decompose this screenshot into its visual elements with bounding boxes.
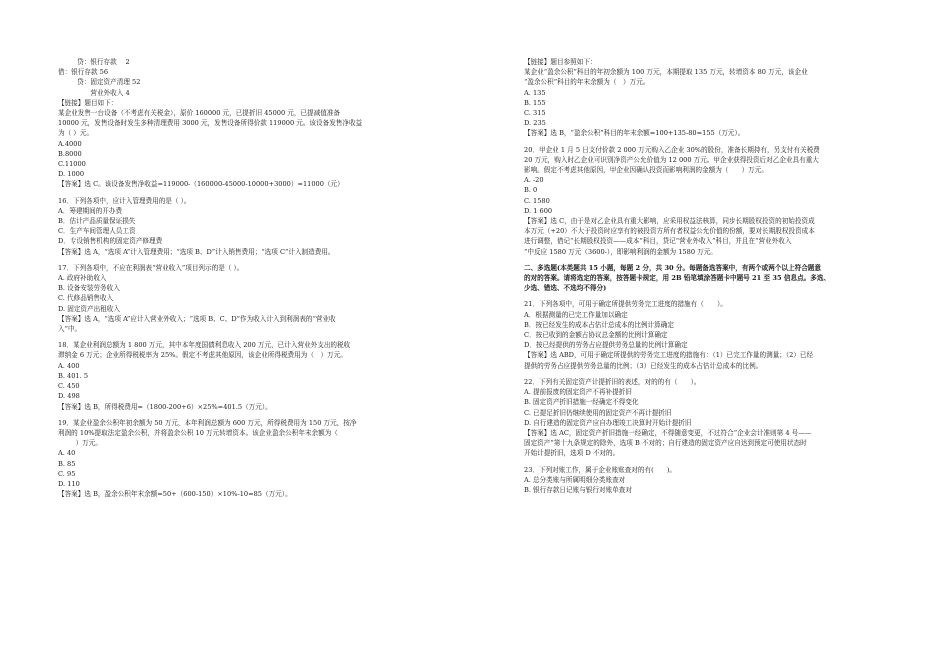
text-line: 本万元（+20）不大于投资时应享有的被投资方所有者权益公允价值的份额，要对长期股权投资成本	[524, 227, 815, 236]
text-line: C. 已提足折旧仍继续使用的固定资产不再计提折旧	[524, 408, 672, 417]
text-line: 少选、错选、不选均不得分)	[524, 284, 607, 293]
text-line: B. 155	[524, 98, 546, 107]
text-line: 进行调整，借记“长期股权投资——成本”科目，贷记“营业外收入”科目，并且在“营业外收入	[524, 237, 792, 246]
text-line: C. 450	[58, 382, 80, 391]
text-line: D．专设销售机构的固定资产修理费	[58, 237, 163, 246]
text-line: 营业外收入 4	[64, 88, 130, 97]
text-line: A. 135	[524, 88, 546, 97]
text-line: B．按已经发生的成本占估计总成本的比例计算确定	[524, 320, 674, 329]
text-line: 入”中。	[58, 325, 82, 334]
text-line: A．根据测量的已完工作量加以确定	[524, 310, 628, 319]
text-line: 20 万元，购入时乙企业可识别净资产公允价值为 12 000 万元。甲企业获得投资后对乙企业具有重大	[524, 155, 819, 164]
text-line: 某企业“盈余公积”科目的年初余额为 100 万元，本期提取 135 万元，转增资本 80 万元，该企业	[524, 68, 808, 77]
text-line: 18．某企业利润总额为 1 800 万元，其中本年度国债利息收入 200 万元，已计入营业外支出的税收	[58, 341, 351, 350]
text-line: 【答案】选 A，“选项 A”应计入营业外收入；“选项 B、C、D”作为收入计入到利润表的“营业收	[58, 314, 336, 323]
text-line: D．按已经提供的劳务占应提供劳务总量的比例计算确定	[524, 341, 688, 350]
text-line: C．按已收到的金额占协议总金额的比例计算确定	[524, 331, 668, 340]
text-line: D. 235	[524, 119, 546, 128]
text-line: 提供的劳务占应提供劳务总量的比例；（3）已经发生的成本占估计总成本的比例。	[524, 361, 763, 370]
text-line: A. 政府补助收入	[58, 274, 107, 283]
text-line: D. 固定资产出租收入	[58, 304, 120, 313]
text-line: 二、多选题(本类题共 15 小题，每题 2 分，共 30 分。每题备选答案中，有两个或两个以上符合题意	[524, 263, 821, 272]
text-line: 16．下列各项中，应计入管理费用的是（ ）。	[58, 196, 191, 205]
text-line: C. 315	[524, 109, 546, 118]
text-line: 利润的 10%提取法定盈余公积，并将盈余公积 10 万元转增资本。该企业盈余公积年末余额为（	[58, 428, 338, 437]
text-line: B.8000	[58, 149, 82, 158]
text-line: B. 401. 5	[58, 371, 89, 380]
text-line: 贷：固定资产清理 52	[64, 78, 141, 87]
text-line: D. 498	[58, 392, 80, 401]
text-line: C. 代修品销售收入	[58, 294, 114, 303]
text-line: 【答案】选 A，“选项 A”计入管理费用；“选项 B、D”计入销售费用；“选项 C”计入制造费用。	[58, 247, 335, 256]
text-line: 某企业发售一台设备（不考虑有关税金），原价 160000 元，已提折旧 45000 元，已提减值准备	[58, 109, 341, 118]
text-line: B. 设备安装劳务收入	[58, 284, 120, 293]
text-line: 【答案】选 B，盈余公积年末余额=50+（600-150）×10%-10=85（万元）。	[58, 490, 292, 499]
text-line: 借：银行存款 56	[58, 68, 109, 77]
text-line: 22．下列有关固定资产计提折旧的表述，对的的有（ ）。	[524, 377, 701, 386]
text-line: 固定资产”第十九条规定的除外，选项 B 不对的；自行建造的固定资产应自达到预定可使用状态时	[524, 439, 807, 448]
text-line: 【答案】选 AC，固定资产折旧措施一经确定，不得随意变更，不过符合“企业会计准则第 4 号——	[524, 428, 812, 437]
text-line: 20．甲企业 1 月 5 日支付价款 2 000 万元购入乙企业 30%的股份，准备长期持有，另支付有关税费	[524, 145, 820, 154]
text-line: 影响。假定不考虑其他原因，甲企业因确认投资而影响利润的金额为（ ）万元。	[524, 166, 768, 175]
text-line: “盈余公积”科目的年末余额为（ ）万元。	[524, 78, 650, 87]
text-line: B. 85	[58, 459, 76, 468]
text-line: D. 110	[58, 479, 80, 488]
text-line: 为（ ）元。	[58, 129, 94, 138]
text-line: 10000 元，发售设备时发生多种清理费用 3000 元，发售设备所得价款 119000 元。该设备发售净收益	[58, 119, 363, 128]
text-line: 17．下列各项中，不应在利润表“营业收入”项目列示的是（ ）。	[58, 263, 244, 272]
text-line: D. 自行建造的固定资产应自办理竣工决算时开始计提折旧	[524, 418, 692, 427]
text-line: B. 0	[524, 186, 538, 195]
text-line: ）万元。	[69, 439, 102, 448]
text-line: A. 提前报废的固定资产不再补提折旧	[524, 388, 632, 397]
text-line: B. 固定资产折旧措施一经确定不得变化	[524, 398, 639, 407]
text-line: A. 40	[58, 449, 76, 458]
text-line: A. 400	[58, 361, 80, 370]
text-line: 23．下列对账工作，属于企业账账查对的有( )。	[524, 465, 677, 474]
text-line: 滞纳金 6 万元；企业所得税税率为 25%。假定不考虑其他原因，该企业所得税费用为（ ）万元。	[58, 351, 347, 360]
text-line: 21．下列各项中，可用于确定所提供劳务完工进度的措施有（ ）。	[524, 300, 727, 309]
text-line: ”中反应 1580 万元（3600-），即影响利润的金额为 1580 万元。	[524, 247, 717, 256]
text-line: C. 95	[58, 469, 76, 478]
text-line: 【答案】选 ABD，可用于确定所提供的劳务完工进度的措施有：（1）已完工作量的测量；（2）已经	[524, 351, 814, 360]
text-line: D. 1000	[58, 170, 85, 179]
text-line: B．估计产品质量保证损失	[58, 217, 136, 226]
text-line: A.4000	[58, 139, 82, 148]
text-line: 【链接】题目参照如下：	[524, 58, 597, 66]
text-line: D. 1 600	[524, 206, 553, 215]
text-line: A．筹建期间的开办费	[58, 206, 123, 215]
left-column	[58, 57, 436, 499]
text-line: 贷：银行存款 2	[64, 58, 130, 66]
text-line: 【链接】题目如下：	[58, 98, 118, 107]
text-line: A. -20	[524, 176, 544, 185]
text-line: 开始计提折旧，选项 D 不对的。	[524, 449, 620, 458]
text-line: C．生产车间管理人员工资	[58, 227, 136, 236]
text-line: 19．某企业盈余公积年初余额为 50 万元，本年利润总额为 600 万元，所得税费用为 150 万元，按净	[58, 418, 357, 427]
text-line: 【答案】选 B，“盈余公积”科目的年末余额=100+135-80=155（万元）。	[524, 129, 745, 138]
text-line: 【答案】选 B，所得税费用=（1800-200+6）×25%=401.5（万元）。	[58, 402, 272, 411]
text-line: 【答案】选 C。该设备发售净收益=119000-（160000-45000-10000+3000）=11000（元）	[58, 180, 344, 189]
text-line: C. 1580	[524, 196, 550, 205]
text-line: 的对的答案。请将选定的答案，按答题卡规定，用 2B 铅笔填涂答题卡中题号 21 至 35 信息点。多选、	[524, 274, 831, 283]
text-line: C.11000	[58, 160, 86, 169]
text-line: 【答案】选 C，由于是对乙企业具有重大影响，应采用权益法核算，同步长期股权投资的初始投资成	[524, 217, 815, 226]
text-line: B. 银行存款日记账与银行对账单查对	[524, 485, 632, 494]
right-column	[524, 57, 902, 495]
text-line: A. 总分类账与所属明细分类账查对	[524, 475, 626, 484]
